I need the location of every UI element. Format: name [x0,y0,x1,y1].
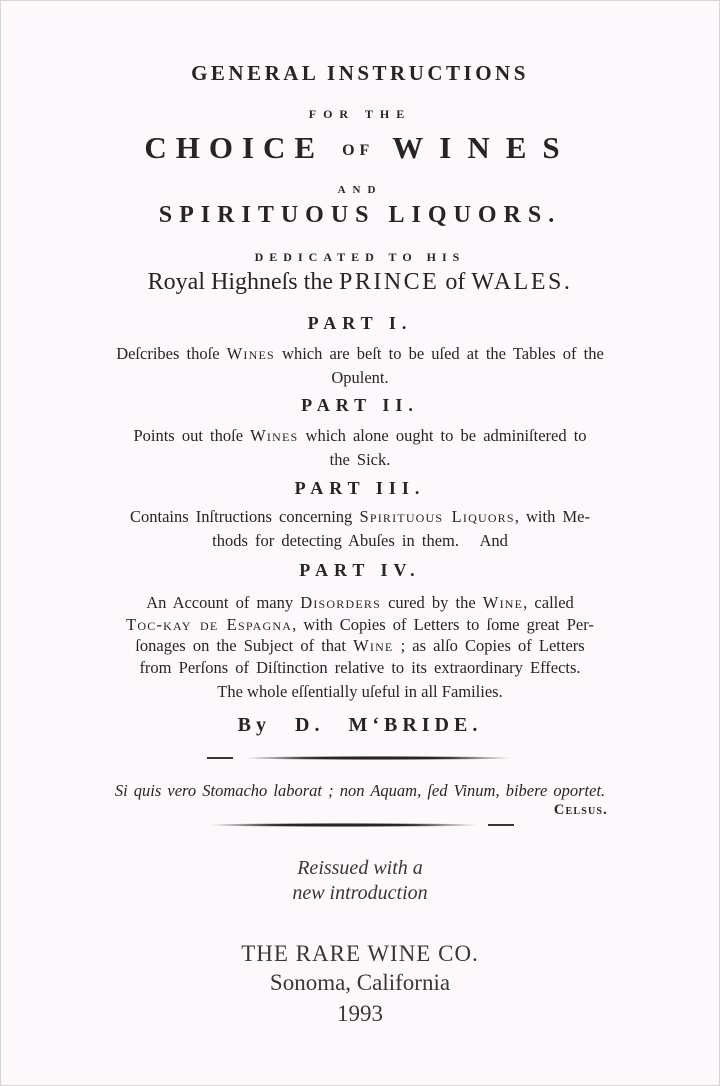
dedication-line: Royal Highneſs the PRINCE of WALES. [147,269,573,295]
part-4-line-3: ſonages on the Subject of that Wine ; as alſo Copies of Letters [135,636,585,655]
reissue-note-line-2: new introduction [292,882,428,904]
book-title-line-1: GENERAL INSTRUCTIONS [191,61,529,85]
dedication-kicker: DEDICATED TO HIS [254,250,466,264]
part-1-line-1: Deſcribes thoſe Wines which are beſt to be uſed at the Tables of the [116,344,604,363]
publisher-location: Sonoma, California [269,970,451,995]
part-2-description [0,424,720,472]
part-4-line-1: An Account of many Disorders cured by the Wine, called [146,593,574,612]
epigraph-attribution: Celsus. [553,802,608,818]
rule-lens [207,823,479,827]
book-title-line-4: AND [337,184,383,196]
part-1-line-2: Opulent. [331,368,389,387]
book-title-line-3: CHOICE OF WINES [144,130,576,165]
swelled-rule-bottom [0,823,720,827]
publisher-name: THE RARE WINE CO. [241,941,479,966]
rule-dash [207,757,233,759]
epigraph-quote: Si quis vero Stomacho laborat ; non Aquam, ſed Vinum, bibere oportet. [114,781,606,800]
part-3-description [0,505,720,553]
reissue-note [0,856,720,906]
part-3-line-2: thods for detecting Abuſes in them. And [212,531,508,550]
book-title-line-5: SPIRITUOUS LIQUORS. [158,202,562,228]
part-1-description [0,342,720,390]
author-byline: By D. M‘BRIDE. [237,714,483,736]
publication-year: 1993 [337,1001,383,1026]
part-1-heading: PART I. [307,313,413,333]
part-4-heading: PART IV. [299,560,421,580]
part-4-description [0,592,720,678]
part-3-line-1: Contains Inſtructions concerning Spirituous Liquors, with Me- [130,507,590,526]
swelled-rule-top [0,756,720,760]
part-4-line-4: from Perſons of Diſtinction relative to its extraordinary Effects. [139,657,581,677]
part-2-line-1: Points out thoſe Wines which alone ought to be adminiſtered to [133,426,587,445]
part-3-heading: PART III. [294,478,426,498]
part-4-line-2: Toc-kay de Espagna, with Copies of Letters to ſome great Per- [126,614,594,634]
reissue-note-line-1: Reissued with a [297,857,423,879]
part-2-line-2: the Sick. [329,450,391,469]
rule-dash [488,824,514,826]
rule-lens [242,756,514,760]
book-title-line-2: FOR THE [308,107,412,121]
part-2-heading: PART II. [301,395,419,415]
closing-line: The whole eſſentially uſeful in all Families. [217,682,503,701]
